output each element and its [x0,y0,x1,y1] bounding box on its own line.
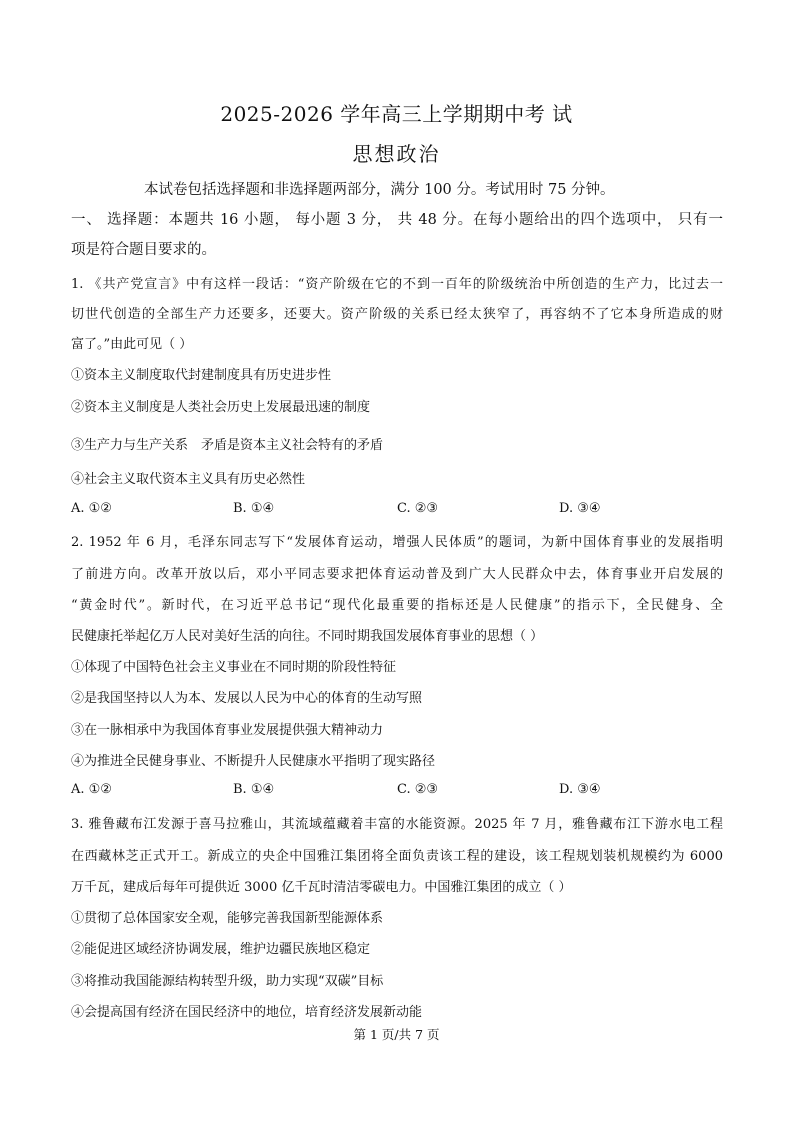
question-statement: ②资本主义制度是人类社会历史上发展最迅速的制度 [71,400,371,415]
question-statement: ③生产力与生产关系 矛盾是资本主义社会特有的矛盾 [71,438,384,453]
choice-b[interactable]: B. ①④ [233,501,275,516]
question-statement: ①贯彻了总体国家安全观，能够完善我国新型能源体系 [71,911,384,926]
question-statement: ①体现了中国特色社会主义事业在不同时期的阶段性特征 [71,660,397,675]
question-statement: ①资本主义制度取代封建制度具有历史进步性 [71,368,332,383]
section-heading-line-2: 项是符合题目要求的。 [71,242,216,258]
exam-instructions: 本试卷包括选择题和非选择题两部分，满分 100 分。考试用时 75 分钟。 [144,182,615,198]
question-statement: ④为推进全民健身事业、不断提升人民健康水平指明了现实路径 [71,754,436,769]
question-stem-line: 2. 1952 年 6 月，毛泽东同志写下“发展体育运动，增强人民体质”的题词，为新中国体育事业的发展指明 [71,535,723,550]
exam-subject: 思想政治 [352,142,441,166]
choice-b[interactable]: B. ①④ [233,782,275,797]
question-statement: ③在一脉相承中为我国体育事业发展提供强大精神动力 [71,723,384,738]
question-stem-line: 民健康托举起亿万人民对美好生活的向往。不同时期我国发展体育事业的思想（ ） [71,629,544,644]
choice-c[interactable]: C. ②③ [397,501,439,516]
question-stem-line: “黄金时代”。新时代，在习近平总书记“现代化最重要的指标还是人民健康”的指示下，全民健身、全 [71,598,723,613]
question-statement: ③将推动我国能源结构转型升级，助力实现“双碳”目标 [71,974,384,989]
question-statement: ④会提高国有经济在国民经济中的地位，培育经济发展新动能 [71,1005,423,1020]
question-stem-line: 切世代创造的全部生产力还要多，还要大。资产阶级的关系已经太狭窄了，再容纳不了它本身所造成的财 [71,307,723,322]
question-stem-line: 了前进方向。改革开放以后，邓小平同志要求把体育运动普及到广大人民群众中去，体育事业开启发展的 [71,567,723,582]
question-statement: ②是我国坚持以人为本、发展以人民为中心的体育的生动写照 [71,691,423,706]
choice-a[interactable]: A. ①② [71,782,112,797]
question-statement: ②能促进区域经济协调发展，维护边疆民族地区稳定 [71,942,371,957]
exam-title: 2025-2026 学年高三上学期期中考 试 [220,102,573,126]
question-stem-line: 在西藏林芝正式开工。新成立的央企中国雅江集团将全面负责该工程的建设，该工程规划装机规模约为 6000 [71,849,723,864]
choice-a[interactable]: A. ①② [71,501,112,516]
section-heading-line-1: 一、 选择题：本题共 16 小题， 每小题 3 分， 共 48 分。在每小题给出的四个选项中， 只有一 [71,212,723,228]
page-number: 第 1 页/共 7 页 [353,1027,440,1042]
question-stem-line: 万千瓦，建成后每年可提供近 3000 亿千瓦时清洁零碳电力。中国雅江集团的成立（ ） [71,880,572,895]
question-statement: ④社会主义取代资本主义具有历史必然性 [71,472,306,487]
question-stem-line: 1. 《共产党宣言》中有这样一段话：“资产阶级在它的不到一百年的阶级统治中所创造的生产力，比过去一 [71,277,723,292]
question-stem-line: 3. 雅鲁藏布江发源于喜马拉雅山，其流域蕴藏着丰富的水能资源。2025 年 7 月，雅鲁藏布江下游水电工程 [71,817,723,832]
choice-d[interactable]: D. ③④ [559,501,601,516]
choice-d[interactable]: D. ③④ [559,782,601,797]
question-stem-line: 富了。”由此可见（ ） [71,337,193,352]
choice-c[interactable]: C. ②③ [397,782,439,797]
